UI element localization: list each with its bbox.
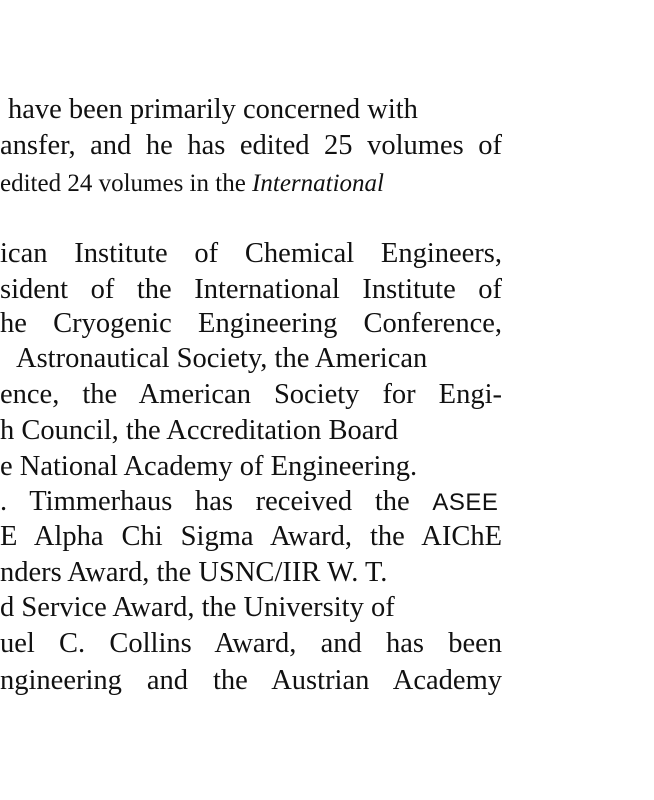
text-line: nders Award, the USNC/IIR W. T. bbox=[0, 557, 388, 588]
text-line: sident of the International Institute of bbox=[0, 274, 502, 305]
text-line: ngineering and the Austrian Academy bbox=[0, 665, 502, 696]
text-line: h Council, the Accreditation Board bbox=[0, 415, 399, 446]
text-line: ansfer, and he has edited 25 volumes of bbox=[0, 130, 502, 161]
text-line: Astronautical Society, the American bbox=[16, 343, 428, 374]
text-line bbox=[0, 488, 498, 517]
text-line: e National Academy of Engineering. bbox=[0, 451, 418, 482]
text-line: have been primarily concerned with bbox=[8, 94, 418, 125]
text-line: ence, the American Society for Engi- bbox=[0, 379, 502, 410]
text-line: he Cryogenic Engineering Conference, bbox=[0, 308, 502, 339]
text-line-lead: . Timmerhaus has received the ASEE bbox=[0, 486, 499, 517]
text-line: ican Institute of Chemical Engineers, bbox=[0, 238, 502, 269]
text-line bbox=[0, 171, 384, 196]
text-line-lead: edited 24 volumes in the International bbox=[0, 170, 384, 197]
text-line: E Alpha Chi Sigma Award, the AIChE bbox=[0, 521, 502, 552]
asee-acronym: ASEE bbox=[432, 489, 499, 516]
text-line: uel C. Collins Award, and has been bbox=[0, 628, 502, 659]
text-line: d Service Award, the University of bbox=[0, 592, 395, 623]
italic-term: International bbox=[252, 170, 384, 197]
